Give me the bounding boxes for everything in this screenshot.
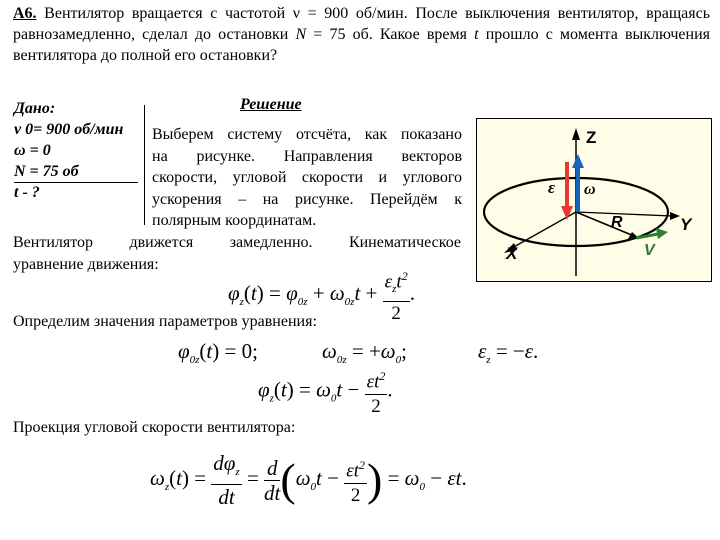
equation-epsilon: $\varepsilon_z = -\varepsilon$.: [478, 339, 539, 367]
given-row-unknown: t - ?: [14, 184, 40, 201]
equation-omega0: $\omega_{0z} = +\omega_0$;: [322, 339, 407, 367]
problem-statement: [13, 3, 710, 66]
equation-angular-velocity: $\omega_z(t)$ = $\frac{d\varphi_z}{dt}$ = $\frac{d}{dt}$ ($\omega_0t$ − $\frac{\varepsilon t^2}{2}$ ) = $\omega_0 - \varepsilon t$.: [150, 451, 467, 510]
x-axis-label: X: [506, 244, 518, 263]
projection-label: Проекция угловой скорости вентилятора:: [13, 419, 296, 436]
problem-text-2: = 900 об/мин. После выключения вентилятор, вращаясь равнозамедленно, сделал до остановки: [13, 5, 710, 43]
epsilon-label: ε: [548, 178, 555, 197]
problem-label: А6.: [13, 5, 37, 22]
omega-label: ω: [584, 181, 596, 198]
equation-phi-substituted: $\varphi_z(t) = \omega_0t$ − $\frac{\varepsilon t^2}{2}$ .: [258, 364, 393, 424]
solution-line-4: ускорения – на рисунке. Перейдём к: [152, 190, 462, 208]
given-row-revolutions: N = 75 об: [14, 163, 79, 180]
solution-heading: Решение: [240, 96, 302, 113]
given-block: [14, 98, 149, 203]
solution-text: [152, 124, 462, 232]
y-axis-label: Y: [680, 215, 692, 234]
parameters-label: Определим значения параметров уравнения:: [13, 313, 317, 330]
given-vertical-divider: [144, 105, 145, 225]
problem-text-4: прошло с момента выключения вентилятора до полной его остановки?: [13, 26, 711, 64]
solution-line-1: Выберем систему отсчёта, как показано: [152, 126, 462, 143]
equation-kinematic: $\varphi_z(t) = \varphi_{0z} + \omega_{0z}t$ + $\frac{\varepsilon_zt^2}{2}$ .: [228, 264, 415, 327]
given-divider: [14, 182, 138, 183]
solution-line-2: на рисунке. Направления векторов: [152, 147, 462, 165]
given-row-frequency: ν 0= 900 об/мин: [14, 121, 124, 138]
fan-diagram: [476, 118, 712, 282]
solution-line-3: скорости, угловой скорости и углового: [152, 169, 462, 186]
given-row-omega: ω = 0: [14, 142, 51, 159]
problem-text-3: = 75 об. Какое время: [306, 26, 475, 43]
t-symbol: t: [474, 26, 479, 43]
n-symbol: N: [295, 26, 307, 43]
solution-line-5: полярным координатам.: [152, 212, 317, 229]
nu-symbol: ν: [292, 5, 300, 22]
equation-phi0: $\varphi_{0z}(t) = 0$;: [178, 339, 258, 367]
radius-label: R: [611, 214, 623, 231]
velocity-label: V: [644, 242, 655, 259]
given-title: Дано:: [14, 100, 56, 117]
motion-line-2: уравнение движения:: [13, 255, 159, 273]
z-axis-label: Z: [586, 128, 597, 147]
problem-text-1: Вентилятор вращается с частотой: [36, 5, 293, 22]
motion-line-1: Вентилятор движется замедленно. Кинематическое: [13, 234, 461, 251]
